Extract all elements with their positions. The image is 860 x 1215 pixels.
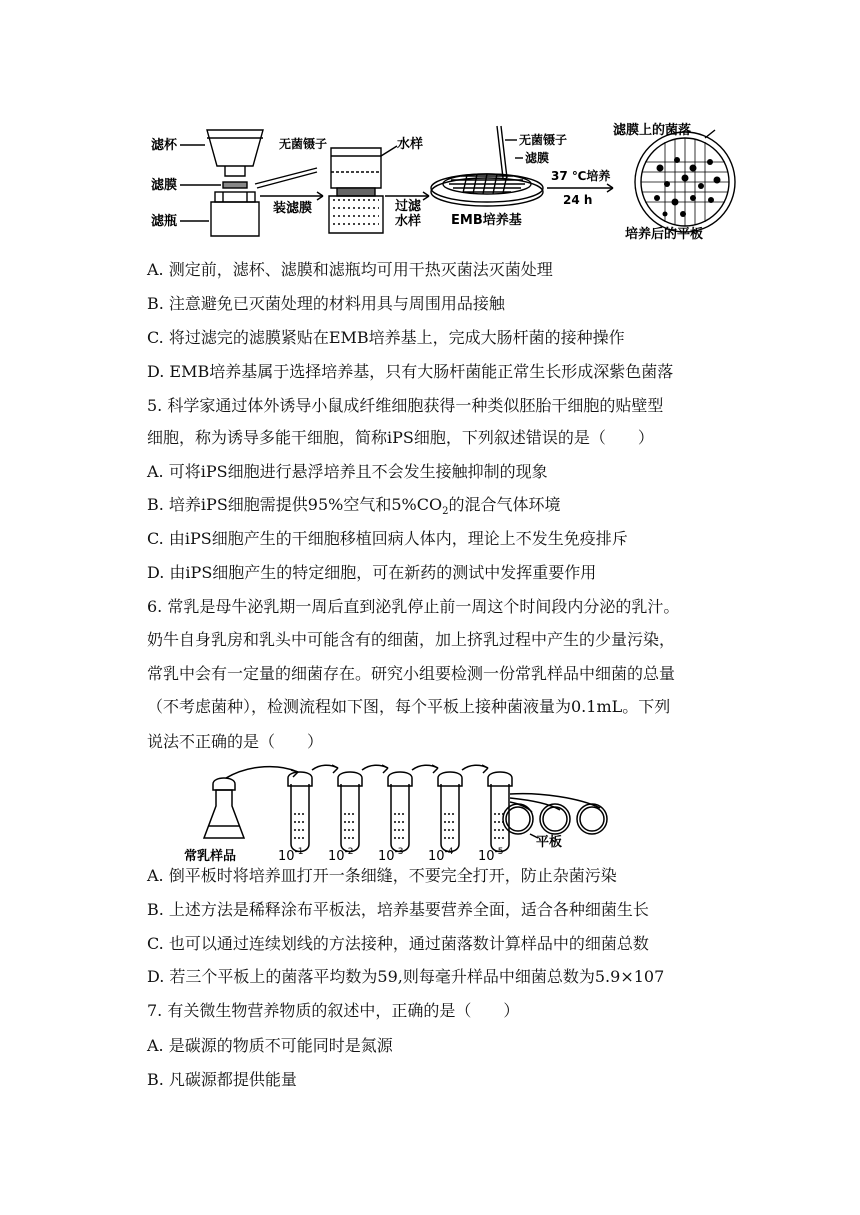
q6-stem-line-4: （不考虑菌种），检测流程如下图，每个平板上接种菌液量为0.1mL。下列 [147, 697, 671, 716]
q6-stem-line-5: 说法不正确的是（ ） [147, 732, 324, 751]
q4-option-d: D. EMB培养基属于选择培养基，只有大肠杆菌能正常生长形成深紫色菌落 [147, 362, 674, 381]
membrane-filtration-figure [145, 118, 765, 243]
dilution-label-4 [428, 847, 454, 864]
label-load-membrane: 装滤膜 [273, 201, 313, 216]
q5-option-b [147, 495, 560, 522]
label-incubate-time: 24 h [563, 193, 593, 207]
q4-option-c: C. 将过滤完的滤膜紧贴在EMB培养基上，完成大肠杆菌的接种操作 [147, 328, 625, 347]
label-plate: 平板 [536, 835, 563, 850]
label-emb-medium: EMB培养基 [451, 213, 522, 228]
q5-stem-line-1: 5. 科学家通过体外诱导小鼠成纤维细胞获得一种类似胚胎干细胞的贴壁型 [147, 396, 664, 415]
q4-option-b: B. 注意避免已灭菌处理的材料用具与周围用品接触 [147, 294, 505, 313]
label-water-sample: 水样 [397, 137, 424, 152]
label-colonies: 滤膜上的菌落 [613, 123, 692, 138]
dilution-figure [180, 764, 620, 864]
dilution-base-4: 10 [428, 849, 445, 864]
label-membrane-2: 滤膜 [525, 151, 550, 165]
q5-option-b-tail: 的混合气体环境 [448, 495, 561, 514]
q5-option-c: C. 由iPS细胞产生的干细胞移植回病人体内，理论上不发生免疫排斥 [147, 529, 628, 548]
dilution-exp-2: -2 [344, 847, 354, 857]
dilution-label-2 [328, 847, 354, 864]
q7-stem: 7. 有关微生物营养物质的叙述中，正确的是（ ） [147, 1001, 520, 1020]
q4-option-a: A. 测定前，滤杯、滤膜和滤瓶均可用干热灭菌法灭菌处理 [147, 260, 553, 279]
q6-option-a: A. 倒平板时将培养皿打开一条细缝，不要完全打开，防止杂菌污染 [147, 866, 617, 885]
dilution-label-1 [278, 847, 304, 864]
dilution-base-5: 10 [478, 849, 495, 864]
q5-option-d: D. 由iPS细胞产生的特定细胞，可在新药的测试中发挥重要作用 [147, 563, 597, 582]
label-filter-water-1: 过滤 [395, 199, 422, 214]
label-filter-cup: 滤杯 [151, 138, 178, 153]
dilution-exp-5: -5 [494, 847, 504, 857]
label-filter-water-2: 水样 [395, 214, 422, 229]
dilution-exp-1: -1 [294, 847, 304, 857]
q5-option-b-text: B. 培养iPS细胞需提供95%空气和5%CO [147, 495, 443, 514]
label-bottle: 滤瓶 [151, 214, 178, 229]
dilution-base-3: 10 [378, 849, 395, 864]
dilution-label-3 [378, 847, 404, 864]
q6-option-b: B. 上述方法是稀释涂布平板法，培养基要营养全面，适合各种细菌生长 [147, 900, 649, 919]
q6-option-d: D. 若三个平板上的菌落平均数为59,则每毫升样品中细菌总数为5.9×107 [147, 967, 665, 986]
q5-stem-line-2: 细胞，称为诱导多能干细胞，简称iPS细胞，下列叙述错误的是（ ） [147, 428, 654, 447]
q6-stem-line-2: 奶牛自身乳房和乳头中可能含有的细菌，加上挤乳过程中产生的少量污染， [147, 630, 676, 649]
label-sample: 常乳样品 [184, 849, 237, 864]
label-tweezers-2: 无菌镊子 [519, 133, 568, 147]
q6-stem-line-3: 常乳中会有一定量的细菌存在。研究小组要检测一份常乳样品中细菌的总量 [147, 664, 676, 683]
label-membrane: 滤膜 [151, 178, 178, 193]
q6-stem-line-1: 6. 常乳是母牛泌乳期一周后直到泌乳停止前一周这个时间段内分泌的乳汁。 [147, 597, 680, 616]
dilution-base-2: 10 [328, 849, 345, 864]
q7-option-b: B. 凡碳源都提供能量 [147, 1070, 297, 1089]
q6-option-c: C. 也可以通过连续划线的方法接种，通过菌落数计算样品中的细菌总数 [147, 934, 649, 953]
dilution-exp-4: -4 [444, 847, 454, 857]
q7-option-a: A. 是碳源的物质不可能同时是氮源 [147, 1036, 393, 1055]
q5-option-a: A. 可将iPS细胞进行悬浮培养且不会发生接触抑制的现象 [147, 462, 548, 481]
label-tweezers-1: 无菌镊子 [279, 137, 328, 151]
dilution-exp-3: -3 [394, 847, 404, 857]
dilution-base-1: 10 [278, 849, 295, 864]
q5-option-b-subscript: 2 [442, 506, 449, 518]
dilution-label-5 [478, 847, 504, 864]
label-plate-after: 培养后的平板 [625, 227, 704, 242]
label-incubate-temp: 37 ℃培养 [551, 169, 611, 183]
